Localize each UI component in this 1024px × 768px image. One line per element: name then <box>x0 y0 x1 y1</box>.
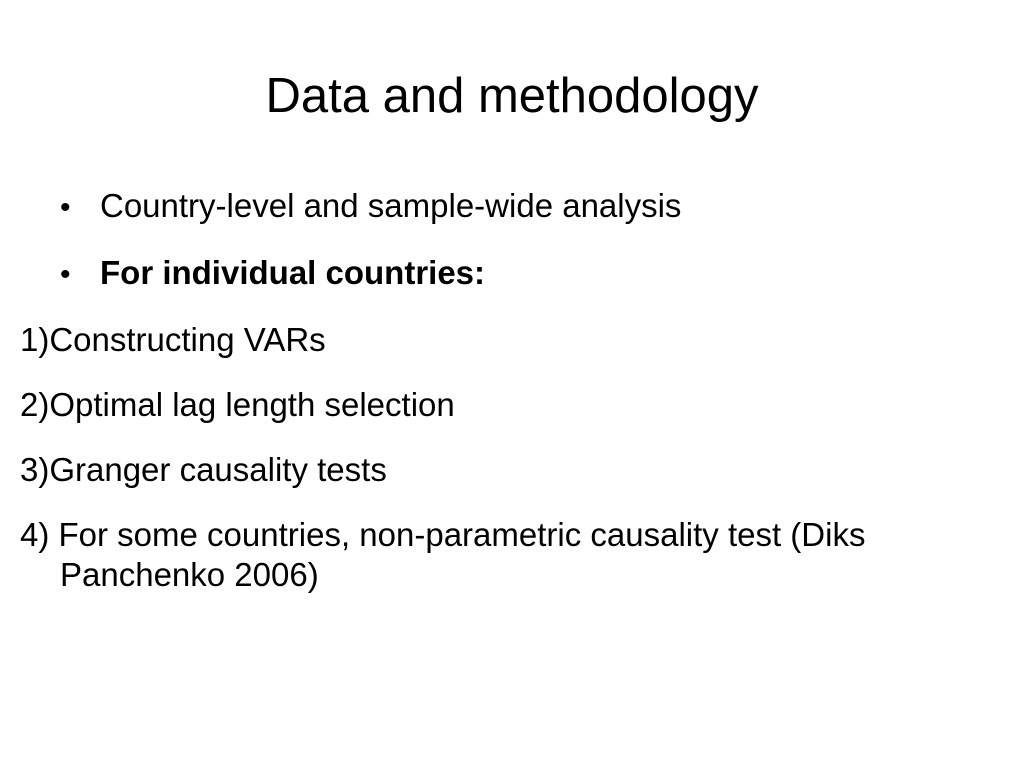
numbered-step <box>20 320 970 360</box>
step-text: Constructing VARs <box>49 321 326 358</box>
bullet-item <box>60 186 970 228</box>
bullet-marker: • <box>60 191 71 224</box>
slide-content-list <box>20 186 970 620</box>
step-text: For some countries, non-parametric causality test (Diks Panchenko 2006) <box>58 516 866 593</box>
bullet-item <box>60 253 970 295</box>
bullet-text: For individual countries: <box>100 254 486 291</box>
step-number: 4) <box>20 516 59 553</box>
bullet-text: Country-level and sample-wide analysis <box>100 187 682 224</box>
step-number: 1) <box>20 321 50 358</box>
bullet-marker: • <box>60 258 71 291</box>
numbered-step <box>20 385 970 425</box>
numbered-step <box>20 450 970 490</box>
step-number: 2) <box>20 386 50 423</box>
step-text: Granger causality tests <box>49 451 387 488</box>
step-number: 3) <box>20 451 50 488</box>
step-text: Optimal lag length selection <box>49 386 455 423</box>
numbered-step <box>20 515 970 595</box>
slide-title: Data and methodology <box>265 69 759 123</box>
